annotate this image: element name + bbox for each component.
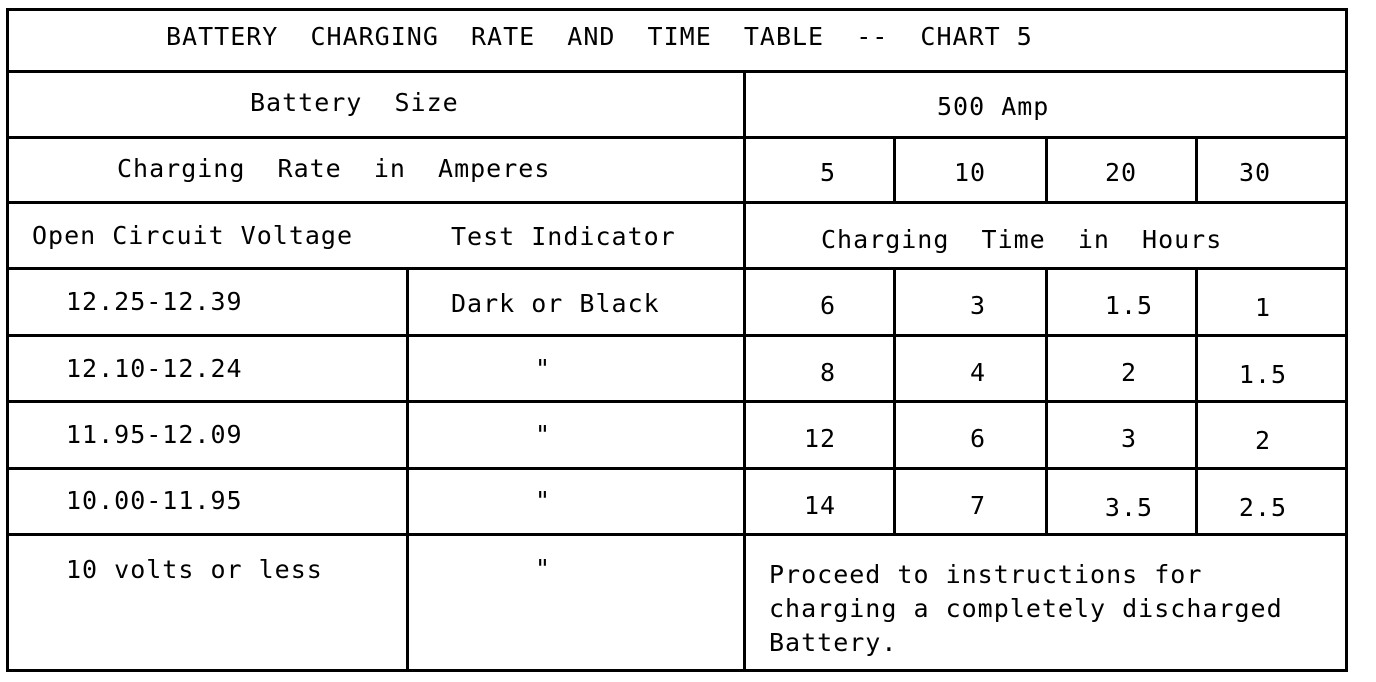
time-row-4-rate-30: 2.5	[1238, 493, 1288, 522]
rate-10: 10	[953, 158, 987, 187]
rule-rate-col-1	[893, 136, 896, 201]
time-row-2-rate-20: 2	[1120, 358, 1138, 387]
voltage-row-5: 10 volts or less	[66, 555, 323, 584]
rule-left-right-split	[743, 70, 746, 672]
indicator-row-5: "	[534, 554, 552, 583]
rule-voltage-indicator	[406, 267, 409, 672]
indicator-row-2: "	[534, 354, 552, 383]
time-row-3-rate-10: 6	[969, 424, 987, 453]
rule-below-row-4	[6, 533, 1348, 536]
indicator-row-1: Dark or Black	[451, 289, 660, 318]
rule-below-title	[6, 70, 1348, 73]
rule-below-headers	[6, 267, 1348, 270]
chart-title: BATTERY CHARGING RATE AND TIME TABLE -- CHART 5	[166, 22, 1033, 51]
time-row-2-rate-10: 4	[969, 358, 987, 387]
time-row-3-rate-20: 3	[1120, 424, 1138, 453]
indicator-row-3: "	[534, 420, 552, 449]
rule-below-rate	[6, 201, 1348, 204]
time-row-4-rate-5: 14	[803, 491, 837, 520]
time-row-1-rate-5: 6	[819, 291, 837, 320]
voltage-row-1: 12.25-12.39	[66, 287, 243, 316]
rule-time-col-3	[1195, 267, 1198, 533]
rate-5: 5	[819, 158, 837, 187]
battery-size-value: 500 Amp	[937, 92, 1050, 121]
time-row-1-rate-20: 1.5	[1104, 291, 1154, 320]
rule-time-col-1	[893, 267, 896, 533]
time-row-4-rate-20: 3.5	[1104, 493, 1154, 522]
indicator-row-4: "	[534, 486, 552, 515]
voltage-row-3: 11.95-12.09	[66, 420, 243, 449]
time-row-4-rate-10: 7	[969, 491, 987, 520]
time-row-3-rate-5: 12	[803, 424, 837, 453]
rule-below-row-2	[6, 400, 1348, 403]
rule-below-row-3	[6, 467, 1348, 470]
rate-20: 20	[1104, 158, 1138, 187]
rule-rate-col-2	[1045, 136, 1048, 201]
rule-time-col-2	[1045, 267, 1048, 533]
ocv-header: Open Circuit Voltage	[32, 221, 354, 250]
time-row-3-rate-30: 2	[1254, 426, 1272, 455]
time-row-1-rate-10: 3	[969, 291, 987, 320]
battery-size-label: Battery Size	[250, 88, 459, 117]
rule-rate-col-3	[1195, 136, 1198, 201]
time-row-1-rate-30: 1	[1254, 293, 1272, 322]
voltage-row-2: 12.10-12.24	[66, 354, 243, 383]
charging-rate-label: Charging Rate in Amperes	[117, 154, 551, 183]
charging-time-header: Charging Time in Hours	[821, 225, 1223, 254]
rate-30: 30	[1238, 158, 1272, 187]
time-row-2-rate-30: 1.5	[1238, 360, 1288, 389]
rule-below-row-1	[6, 334, 1348, 337]
rule-below-size	[6, 136, 1348, 139]
discharged-battery-note: Proceed to instructions for charging a completely discharged Battery.	[769, 560, 1283, 657]
time-row-2-rate-5: 8	[819, 358, 837, 387]
voltage-row-4: 10.00-11.95	[66, 486, 243, 515]
indicator-header: Test Indicator	[451, 222, 676, 251]
